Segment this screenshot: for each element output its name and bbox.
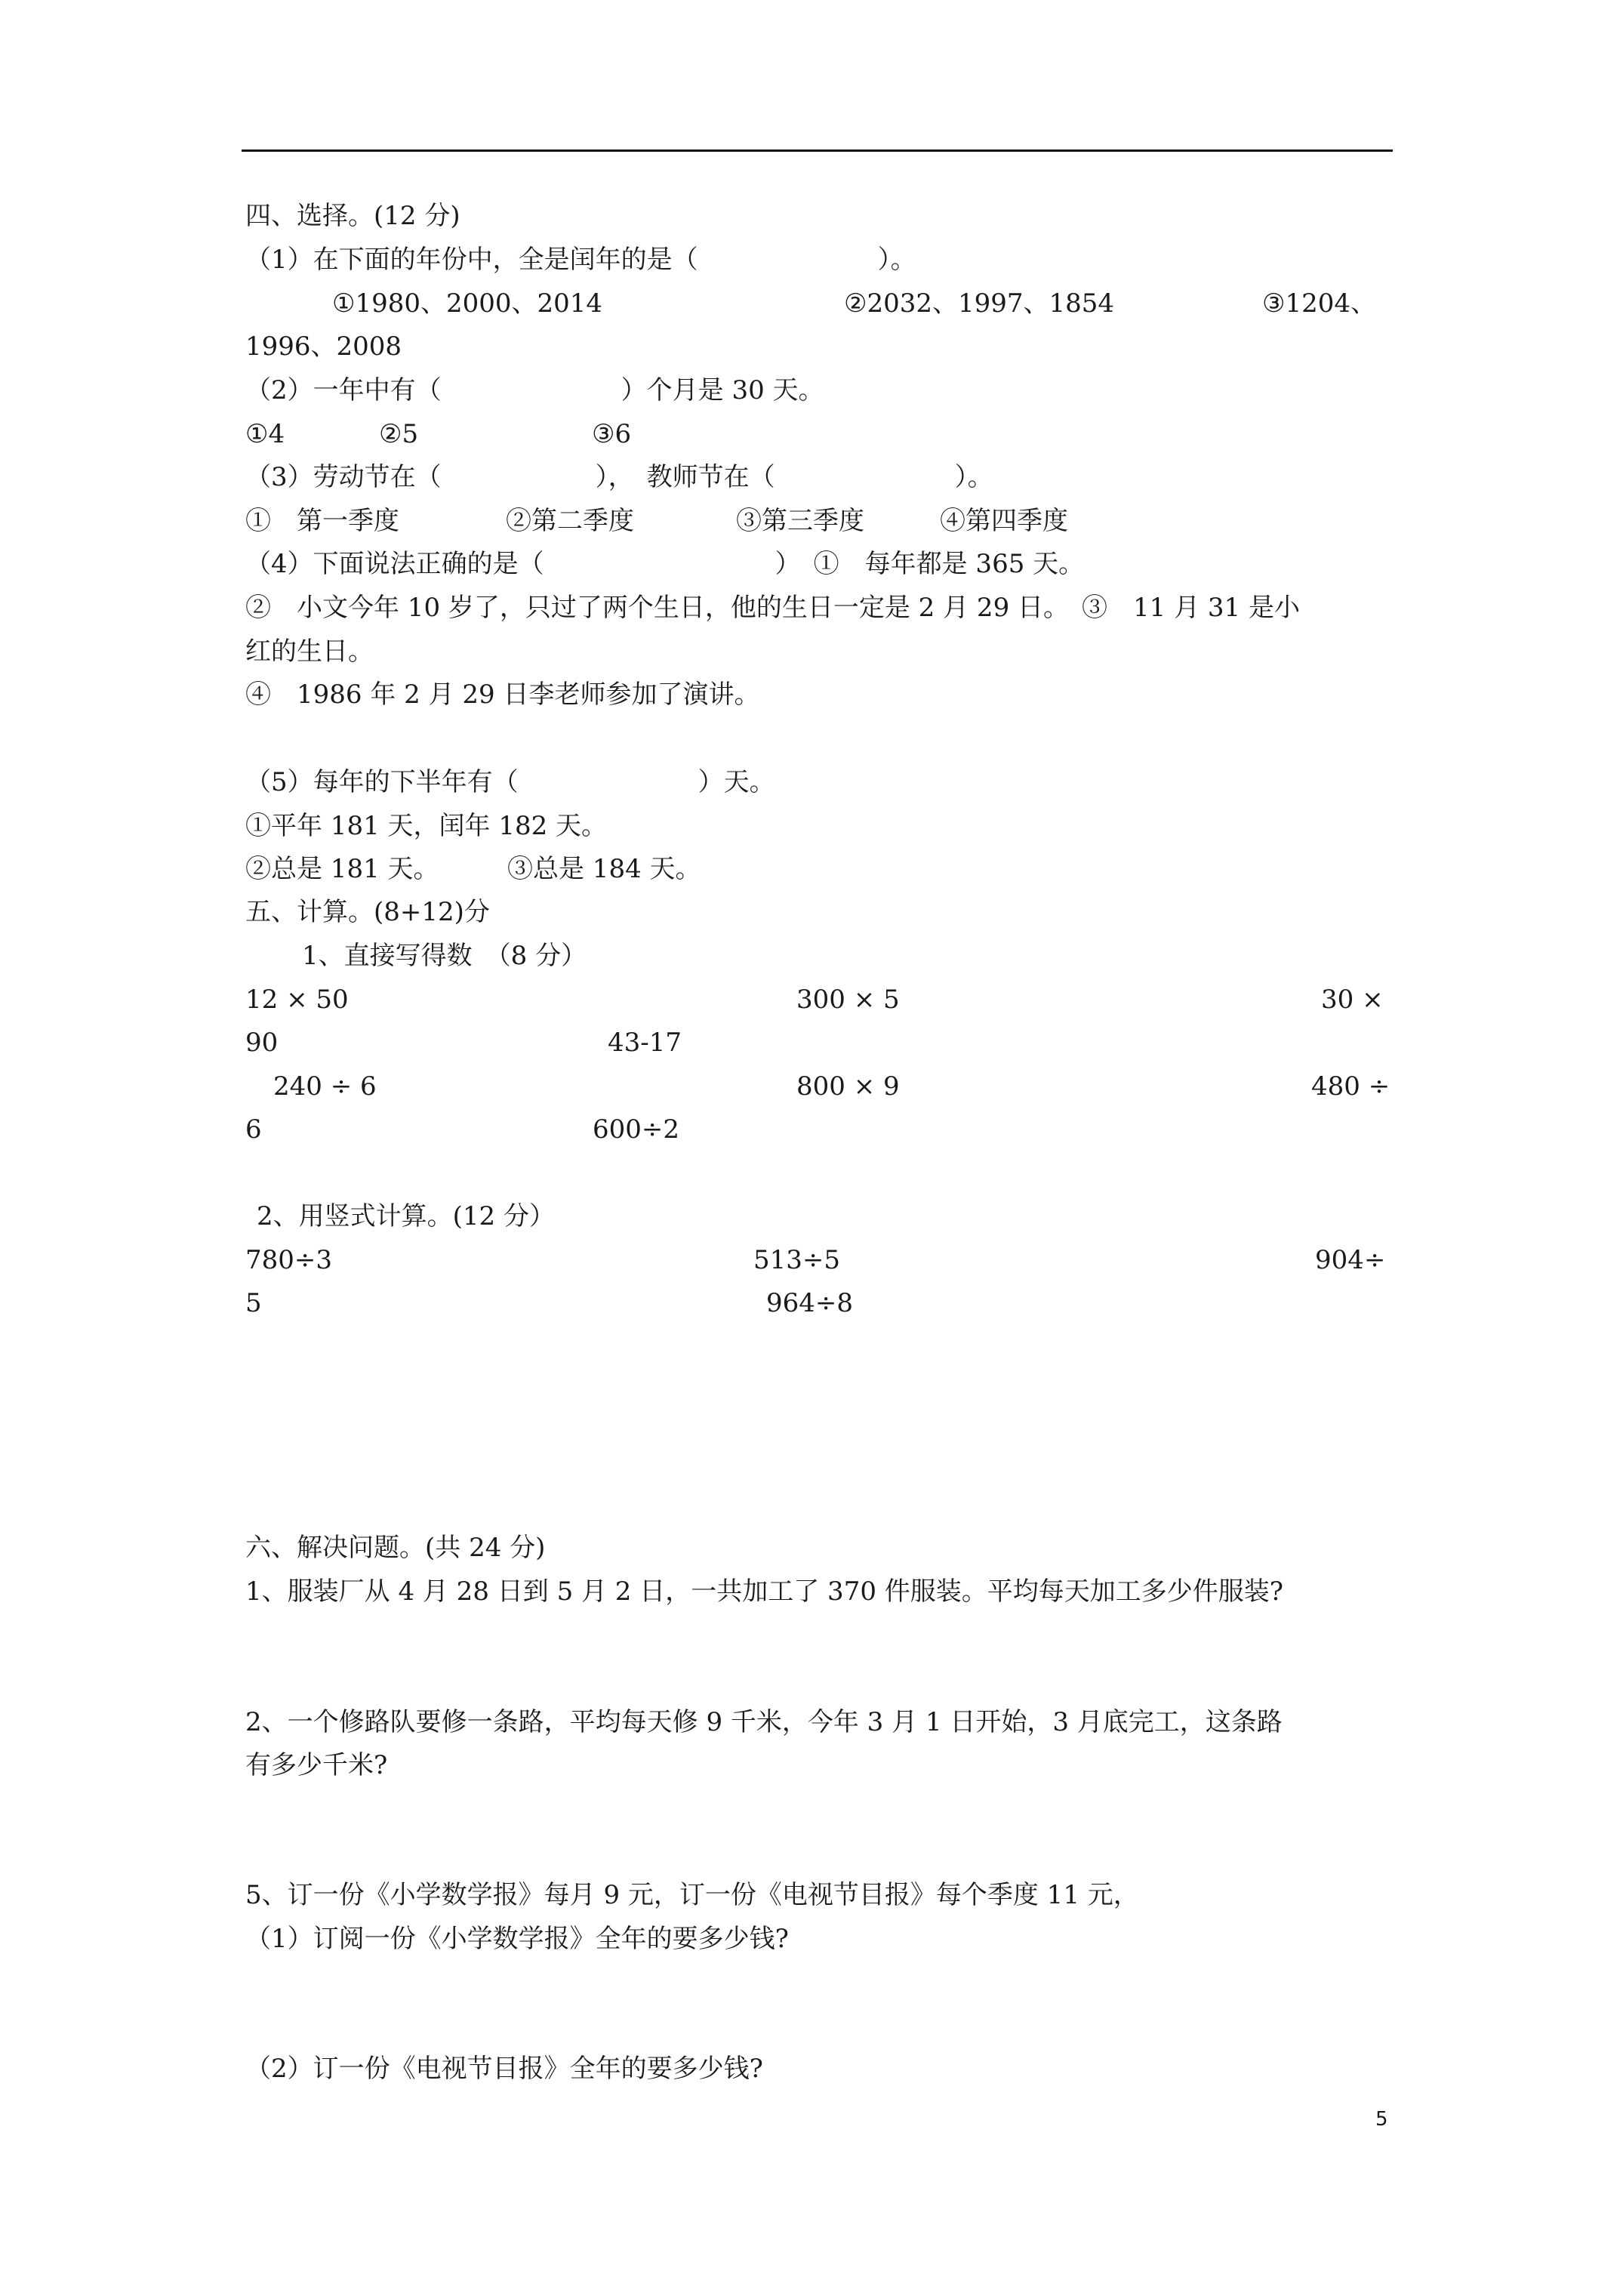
calc-item: 480 ÷ bbox=[1311, 1071, 1390, 1102]
q2-option-1: ①4 bbox=[245, 419, 285, 449]
problem-1: 1、服装厂从 4 月 28 日到 5 月 2 日，一共加工了 370 件服装。平均每天加工多少件服装? bbox=[245, 1576, 1283, 1607]
section6-heading: 六、解决问题。(共 24 分) bbox=[245, 1533, 546, 1563]
vertical-calc-item: 904÷ bbox=[1315, 1245, 1386, 1275]
calc-item: 6 bbox=[245, 1114, 262, 1145]
problem-2-line-1: 2、一个修路队要修一条路，平均每天修 9 千米，今年 3 月 1 日开始，3 月底完工，这条路 bbox=[245, 1707, 1283, 1737]
calc-item: 300 × 5 bbox=[796, 985, 900, 1015]
q5-option-3: ③总是 184 天。 bbox=[507, 854, 701, 884]
q2-stem: （2）一年中有（ ）个月是 30 天。 bbox=[245, 375, 824, 405]
section4-heading: 四、选择。(12 分) bbox=[245, 201, 460, 231]
vertical-calc-item: 513÷5 bbox=[753, 1245, 841, 1275]
q1-option-3-cont: 1996、2008 bbox=[245, 331, 402, 362]
section5-heading: 五、计算。(8+12)分 bbox=[245, 897, 490, 927]
q5-option-1: ①平年 181 天，闰年 182 天。 bbox=[245, 811, 608, 841]
q4-line-4: ④ 1986 年 2 月 29 日李老师参加了演讲。 bbox=[245, 680, 760, 710]
q2-option-2: ②5 bbox=[379, 419, 419, 449]
vertical-calc-item: 5 bbox=[245, 1288, 262, 1318]
q1-stem: （1）在下面的年份中，全是闰年的是（ ）。 bbox=[245, 245, 916, 275]
calc-item: 12 × 50 bbox=[245, 985, 349, 1015]
header-rule bbox=[242, 149, 1393, 152]
q4-stem: （4）下面说法正确的是（ ） ① 每年都是 365 天。 bbox=[245, 549, 1085, 579]
q4-line-3: 红的生日。 bbox=[245, 636, 374, 667]
problem-2-line-2: 有多少千米? bbox=[245, 1750, 388, 1780]
calc-item: 240 ÷ 6 bbox=[273, 1071, 377, 1102]
problem-5-q1: （1）订阅一份《小学数学报》全年的要多少钱? bbox=[245, 1924, 789, 1954]
calc-item: 43-17 bbox=[608, 1028, 682, 1058]
q5-stem: （5）每年的下半年有（ ）天。 bbox=[245, 767, 775, 797]
q3-stem: （3）劳动节在（ ）， 教师节在（ ）。 bbox=[245, 462, 993, 492]
problem-5: 5、订一份《小学数学报》每月 9 元，订一份《电视节目报》每个季度 11 元， bbox=[245, 1880, 1139, 1910]
problem-5-q2: （2）订一份《电视节目报》全年的要多少钱? bbox=[245, 2054, 763, 2084]
q3-option-4: ④第四季度 bbox=[940, 506, 1068, 536]
calc-item: 90 bbox=[245, 1028, 279, 1058]
q1-option-2: ②2032、1997、1854 bbox=[844, 288, 1115, 319]
calc-item: 800 × 9 bbox=[796, 1071, 900, 1102]
part2-title: 2、用竖式计算。(12 分） bbox=[257, 1201, 555, 1231]
q5-option-2: ②总是 181 天。 bbox=[245, 854, 439, 884]
page-number: 5 bbox=[1375, 2108, 1388, 2131]
q1-option-3: ③1204、 bbox=[1262, 288, 1377, 319]
calc-item: 600÷2 bbox=[593, 1114, 680, 1145]
vertical-calc-item: 964÷8 bbox=[766, 1288, 854, 1318]
q4-line-2: ② 小文今年 10 岁了，只过了两个生日，他的生日一定是 2 月 29 日。 ③ 11 月 31 是小 bbox=[245, 593, 1300, 623]
q2-option-3: ③6 bbox=[592, 419, 632, 449]
q3-option-2: ②第二季度 bbox=[506, 506, 634, 536]
calc-item: 30 × bbox=[1321, 985, 1384, 1015]
q3-option-1: ① 第一季度 bbox=[245, 506, 399, 536]
vertical-calc-item: 780÷3 bbox=[245, 1245, 333, 1275]
q1-option-1: ①1980、2000、2014 bbox=[332, 288, 603, 319]
part1-title: 1、直接写得数 （8 分） bbox=[302, 941, 587, 971]
q3-option-3: ③第三季度 bbox=[736, 506, 864, 536]
